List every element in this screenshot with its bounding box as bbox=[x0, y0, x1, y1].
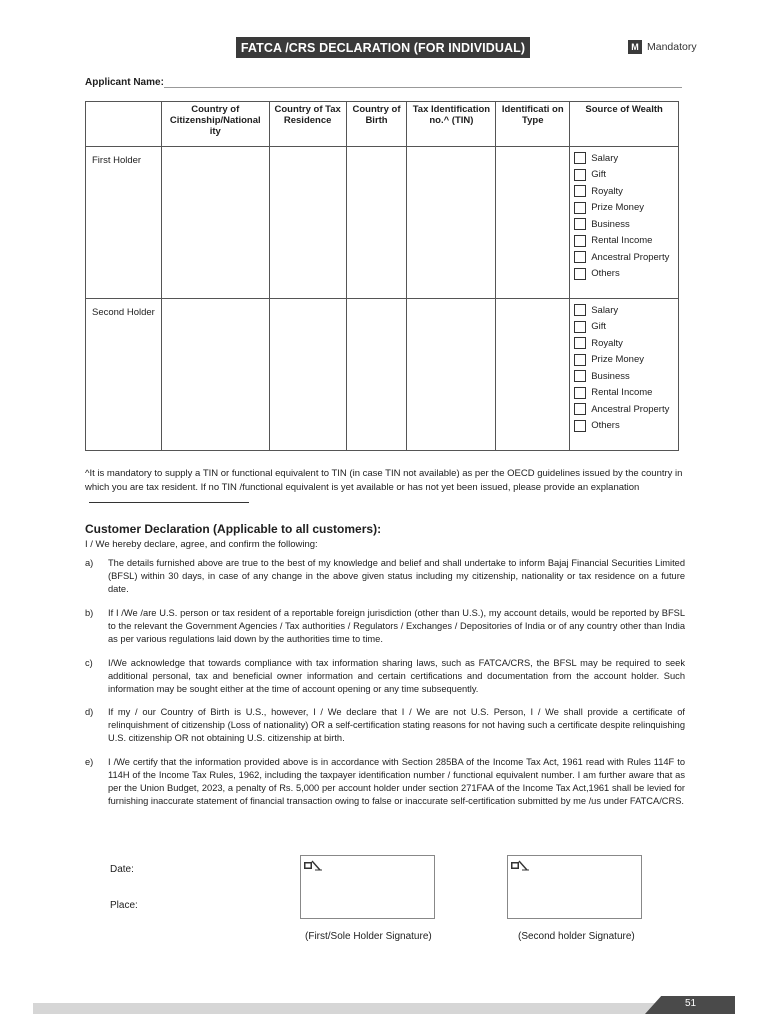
list-item[interactable] bbox=[574, 233, 678, 250]
tin-cell[interactable] bbox=[407, 299, 496, 451]
list-item[interactable] bbox=[574, 167, 678, 184]
holder-label: First Holder bbox=[92, 155, 142, 166]
tax-residence-cell[interactable] bbox=[269, 147, 346, 299]
column-header bbox=[86, 102, 162, 147]
list-item[interactable] bbox=[574, 418, 678, 435]
list-item[interactable] bbox=[574, 302, 678, 319]
checkbox[interactable] bbox=[574, 235, 586, 247]
table-header-row bbox=[86, 102, 679, 147]
checkbox[interactable] bbox=[574, 268, 586, 280]
applicant-name-field[interactable] bbox=[164, 87, 682, 88]
form-title: FATCA /CRS DECLARATION (FOR INDIVIDUAL) bbox=[236, 37, 530, 58]
clause-text: I/We acknowledge that towards compliance with tax information sharing laws, such as FATCA/CRS, the BFSL may be required to seek additional personal, tax and beneficial owner information and certain certifications and documentation from the account holder. Such information may be sought either at the time of account opening or any time subsequently. bbox=[108, 658, 685, 694]
option-label: Rental Income bbox=[591, 387, 653, 399]
checkbox[interactable] bbox=[574, 152, 586, 164]
option-label: Salary bbox=[591, 304, 619, 316]
id-type-cell[interactable] bbox=[496, 147, 570, 299]
second-holder-signature-box[interactable] bbox=[507, 855, 642, 919]
list-item[interactable] bbox=[574, 335, 678, 352]
option-label: Gift bbox=[591, 321, 606, 333]
fatca-table bbox=[85, 101, 679, 451]
list-item[interactable] bbox=[574, 401, 678, 418]
tax-residence-cell[interactable] bbox=[269, 299, 346, 451]
mandatory-legend bbox=[628, 40, 697, 54]
signature-icon bbox=[303, 859, 323, 872]
checkbox[interactable] bbox=[574, 202, 586, 214]
wealth-options bbox=[570, 299, 678, 434]
list-item[interactable] bbox=[574, 183, 678, 200]
list-item[interactable] bbox=[574, 319, 678, 336]
declaration-intro: I / We hereby declare, agree, and confirm the following: bbox=[85, 539, 318, 550]
option-label: Royalty bbox=[591, 337, 623, 349]
checkbox[interactable] bbox=[574, 218, 586, 230]
holder-label: Second Holder bbox=[92, 307, 155, 318]
list-item[interactable] bbox=[574, 216, 678, 233]
id-type-cell[interactable] bbox=[496, 299, 570, 451]
checkbox[interactable] bbox=[574, 304, 586, 316]
table-row bbox=[86, 147, 679, 299]
table-row bbox=[86, 299, 679, 451]
declaration-clause bbox=[85, 756, 685, 808]
list-item[interactable] bbox=[574, 352, 678, 369]
checkbox[interactable] bbox=[574, 251, 586, 263]
clause-text: The details furnished above are true to the best of my knowledge and belief and shall undertake to inform Bajaj Financial Securities Limited (BFSL) within 30 days, in case of any change in the above given status including my citizenship, nationality or tax residence on a future date. bbox=[108, 558, 685, 594]
first-holder-caption: (First/Sole Holder Signature) bbox=[305, 931, 432, 942]
checkbox[interactable] bbox=[574, 321, 586, 333]
footnote-text: ^It is mandatory to supply a TIN or functional equivalent to TIN (in case TIN not available) as per the OECD guidelines issued by the country in which you are tax resident. If no TIN /functional equivalent is yet available or has not yet been issued, please provide an explanation bbox=[85, 468, 683, 493]
declaration-title: Customer Declaration (Applicable to all customers): bbox=[85, 522, 382, 536]
birth-country-cell[interactable] bbox=[346, 299, 407, 451]
source-of-wealth-cell bbox=[570, 299, 679, 451]
checkbox[interactable] bbox=[574, 185, 586, 197]
column-header-source-of-wealth: Source of Wealth bbox=[570, 102, 679, 147]
checkbox[interactable] bbox=[574, 403, 586, 415]
citizenship-cell[interactable] bbox=[161, 147, 269, 299]
option-label: Ancestral Property bbox=[591, 251, 670, 263]
holder-label-cell bbox=[86, 299, 162, 451]
option-label: Salary bbox=[591, 152, 619, 164]
option-label: Rental Income bbox=[591, 235, 653, 247]
source-of-wealth-cell bbox=[570, 147, 679, 299]
declaration-clause bbox=[85, 607, 685, 646]
tin-cell[interactable] bbox=[407, 147, 496, 299]
checkbox[interactable] bbox=[574, 387, 586, 399]
birth-country-cell[interactable] bbox=[346, 147, 407, 299]
date-label: Date: bbox=[110, 864, 134, 875]
list-item[interactable] bbox=[574, 266, 678, 283]
signature-icon bbox=[510, 859, 530, 872]
applicant-name-label: Applicant Name: bbox=[85, 77, 164, 88]
column-header-id-type: Identificati on Type bbox=[496, 102, 570, 147]
footer-bar bbox=[33, 1003, 735, 1014]
clause-letter: b) bbox=[85, 608, 94, 618]
clause-text: If I /We /are U.S. person or tax resident of a reportable foreign jurisdiction (other than U.S.), my account details, would be reported by BFSL to the relevant the Government Agencies / Tax authorities / Regulators / Exchanges / Depositories of India or of any country other than India as per various regulations laid down by the authorities time to time. bbox=[108, 608, 685, 644]
list-item[interactable] bbox=[574, 385, 678, 402]
option-label: Business bbox=[591, 370, 630, 382]
option-label: Gift bbox=[591, 169, 606, 181]
mandatory-badge: M bbox=[628, 40, 642, 54]
option-label: Business bbox=[591, 218, 630, 230]
checkbox[interactable] bbox=[574, 370, 586, 382]
explanation-field[interactable] bbox=[89, 502, 249, 503]
option-label: Royalty bbox=[591, 185, 623, 197]
checkbox[interactable] bbox=[574, 169, 586, 181]
option-label: Ancestral Property bbox=[591, 403, 670, 415]
checkbox[interactable] bbox=[574, 337, 586, 349]
column-header-tax-residence: Country of Tax Residence bbox=[269, 102, 346, 147]
citizenship-cell[interactable] bbox=[161, 299, 269, 451]
page-number: 51 bbox=[685, 998, 697, 1009]
clause-text: I /We certify that the information provided above is in accordance with Section 285BA of the Income Tax Act, 1961 read with Rules 114F to 114H of the Income Tax Rules, 1962, including the taxpayer identification number / functional equivalent number. I am further aware that as per the Union Budget, 2023, a penalty of Rs. 5,000 per account holder under section 271FAA of the Income Tax Act,1961 shall be levied for furnishing inaccurate statement of financial transaction owing to false or inaccurate self-certification submitted by me /us under FATCA/CRS. bbox=[108, 757, 685, 806]
column-header-tin: Tax Identification no.^ (TIN) bbox=[407, 102, 496, 147]
clause-letter: d) bbox=[85, 707, 94, 717]
mandatory-label: Mandatory bbox=[647, 41, 697, 53]
wealth-options bbox=[570, 147, 678, 282]
clause-letter: e) bbox=[85, 757, 94, 767]
tin-footnote bbox=[85, 467, 683, 508]
option-label: Others bbox=[591, 268, 620, 280]
list-item[interactable] bbox=[574, 150, 678, 167]
place-label: Place: bbox=[110, 900, 138, 911]
option-label: Others bbox=[591, 420, 620, 432]
first-holder-signature-box[interactable] bbox=[300, 855, 435, 919]
checkbox[interactable] bbox=[574, 420, 586, 432]
column-header-citizenship: Country of Citizenship/National ity bbox=[161, 102, 269, 147]
list-item[interactable] bbox=[574, 368, 678, 385]
declaration-clause bbox=[85, 706, 685, 745]
list-item[interactable] bbox=[574, 200, 678, 217]
clause-text: If my / our Country of Birth is U.S., however, I / We declare that I / We are not U.S. Person, I / We shall provide a certificate of relinquishment of citizenship (Loss of nationality) OR a self-certification stating reasons for not having such a certificate despite relinquishing U.S. citizenship OR not obtaining U.S. citizenship at birth. bbox=[108, 707, 685, 743]
checkbox[interactable] bbox=[574, 354, 586, 366]
second-holder-caption: (Second holder Signature) bbox=[518, 931, 635, 942]
declaration-clause bbox=[85, 557, 685, 596]
clause-letter: a) bbox=[85, 558, 94, 568]
column-header-birth: Country of Birth bbox=[346, 102, 407, 147]
list-item[interactable] bbox=[574, 249, 678, 266]
option-label: Prize Money bbox=[591, 354, 645, 366]
clause-letter: c) bbox=[85, 658, 93, 668]
option-label: Prize Money bbox=[591, 202, 645, 214]
declaration-clause bbox=[85, 657, 685, 696]
holder-label-cell bbox=[86, 147, 162, 299]
